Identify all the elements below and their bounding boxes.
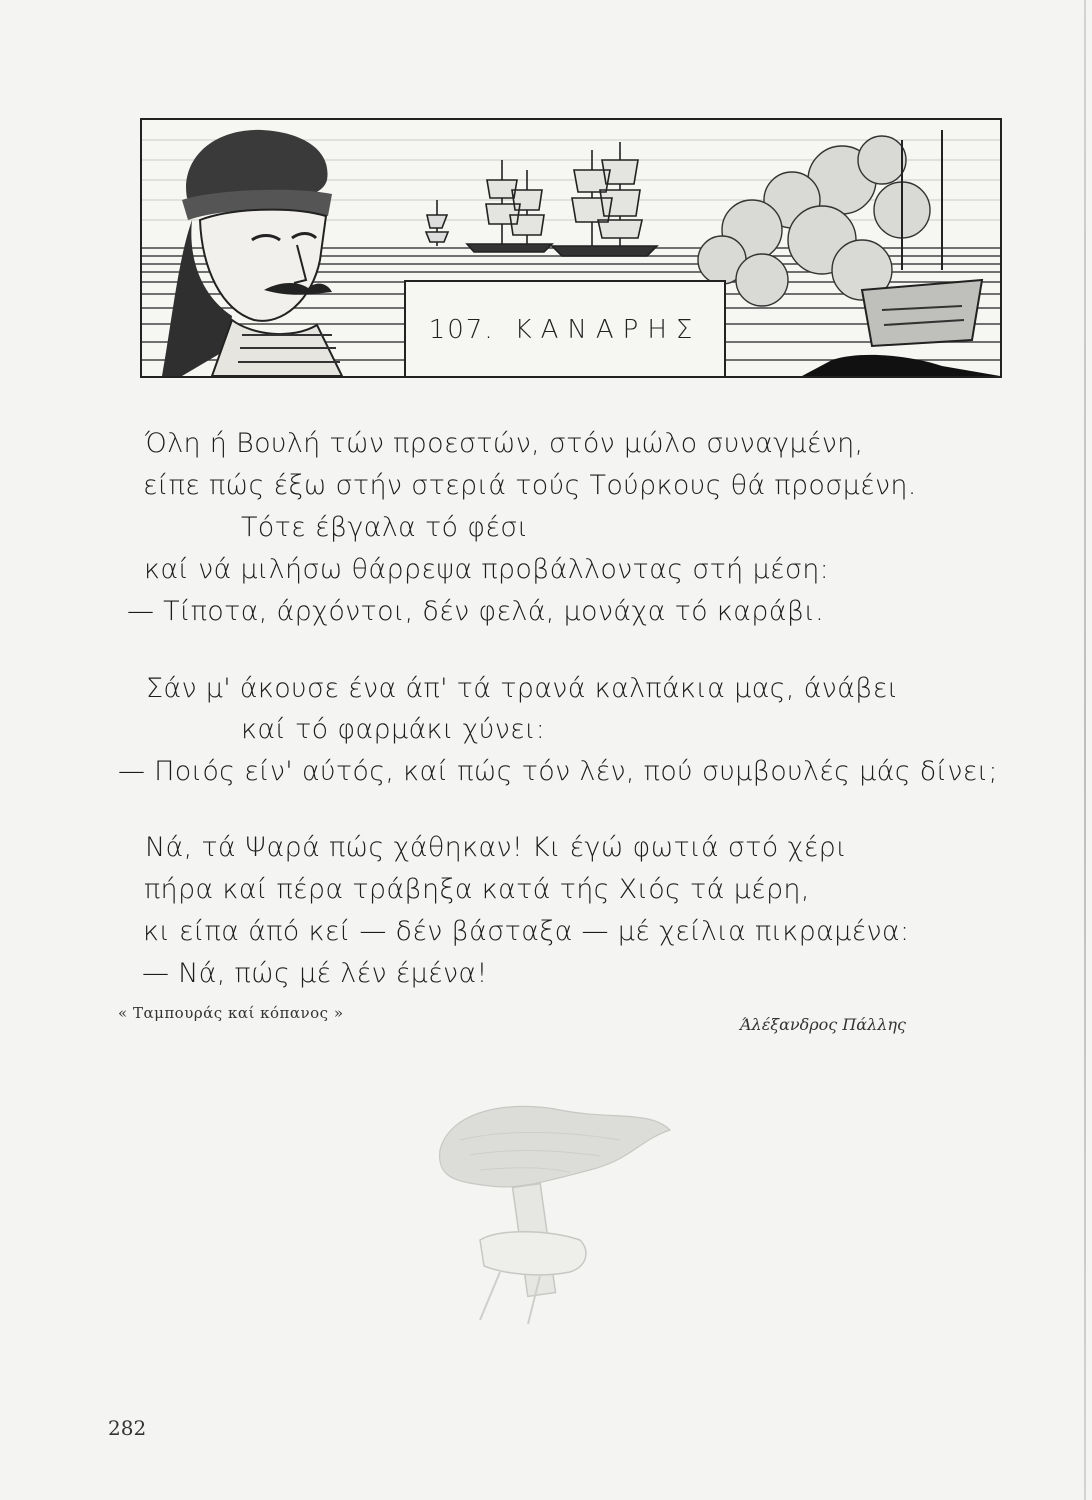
- source-citation: « Ταμπουράς καί κόπανος »: [118, 1004, 344, 1022]
- poem-line: κι είπα άπό κεί — δέν βάσταξα — μέ χείλια πικραμένα:: [143, 916, 910, 947]
- poem-line: είπε πώς έξω στήν στεριά τούς Τούρκους θά προσμένη.: [143, 470, 917, 501]
- chapter-heading: [404, 280, 726, 378]
- page-number: 282: [108, 1416, 147, 1440]
- poem-line: πήρα καί πέρα τράβηξα κατά τής Χιός τά μέρη,: [144, 874, 810, 905]
- author-name: Άλέξανδρος Πάλλης: [740, 1015, 906, 1034]
- header-illustration: [140, 118, 1002, 378]
- torch-illustration: [420, 1090, 680, 1330]
- page-edge-shadow: [1084, 0, 1086, 1500]
- chapter-title: ΚΑΝΑΡΗΣ: [514, 315, 702, 345]
- chapter-number: 107.: [428, 315, 495, 345]
- poem-line: Όλη ή Βουλή τών προεστών, στόν μώλο συναγμένη,: [145, 428, 864, 459]
- poem-line: καί νά μιλήσω θάρρεψα προβάλλοντας στή μέση:: [144, 554, 830, 585]
- poem-line: Τότε έβγαλα τό φέσι: [241, 512, 529, 543]
- poem-line: Σάν μ' άκουσε ένα άπ' τά τρανά καλπάκια μας, άνάβει: [146, 673, 899, 704]
- poem-line: καί τό φαρμάκι χύνει:: [241, 714, 546, 745]
- poem-line: — Ποιός είν' αύτός, καί πώς τόν λέν, πού συμβουλές μάς δίνει;: [118, 756, 998, 787]
- poem-line: Νά, τά Ψαρά πώς χάθηκαν! Κι έγώ φωτιά στό χέρι: [145, 832, 847, 863]
- poem-line: — Νά, πώς μέ λέν έμένα!: [142, 958, 488, 989]
- poem-line: — Τίποτα, άρχόντοι, δέν φελά, μονάχα τό καράβι.: [127, 596, 824, 627]
